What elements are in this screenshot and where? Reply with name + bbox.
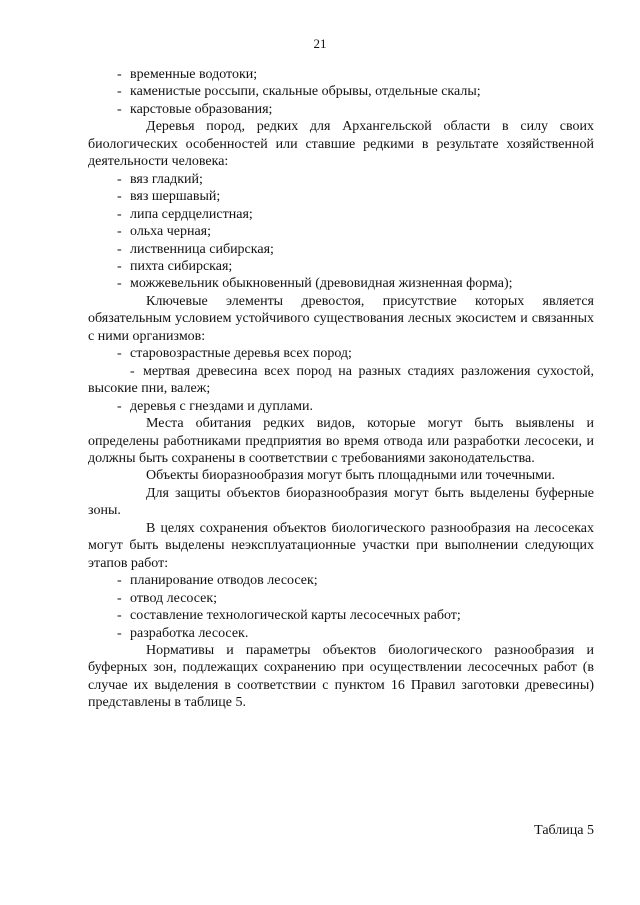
list-item (88, 572, 594, 589)
paragraph-key-elements: Ключевые элементы древостоя, присутствие которых является обязательным условием устойчивого существования лесных экосистем и связанных с ними организмов: (88, 293, 594, 344)
paragraph-norms: Нормативы и параметры объектов биологического разнообразия и буферных зон, подлежащих сохранению при осуществлении лесосечных работ (в случае их выделения в соответствии с пунктом 16 Правил заготовки древесины) представлены в таблице 5. (88, 642, 594, 711)
table-caption: Таблица 5 (534, 823, 594, 838)
list-item (88, 223, 594, 240)
list-dash: - (130, 363, 135, 379)
list-item (88, 171, 594, 188)
paragraph-habitats: Места обитания редких видов, которые могут быть выявлены и определены работниками предприятия во время отвода или разработки лесосеки, и должны быть сохранены в соответствии с требованиями законодательства. (88, 416, 594, 466)
list-dash: - (117, 276, 122, 292)
list-item (88, 590, 594, 607)
paragraph-objects: Объекты биоразнообразия могут быть площадными или точечными. (146, 468, 555, 484)
list-dash: - (117, 224, 122, 240)
list-item-text: мертвая древесина всех пород на разных стадиях разложения сухостой, высокие пни, валеж; (88, 363, 594, 397)
list-item (88, 188, 594, 205)
list-item-text: можжевельник обыкновенный (древовидная жизненная форма); (130, 276, 513, 292)
list-item (88, 66, 594, 83)
list-item (88, 258, 594, 275)
list-item (88, 363, 594, 398)
list-dash: - (117, 171, 122, 187)
list-item-text: разработка лесосек. (130, 625, 249, 641)
list-dash: - (117, 101, 122, 117)
list-item (88, 101, 594, 118)
list-dash: - (117, 590, 122, 606)
list-item-text: вяз шершавый; (130, 189, 221, 205)
list-item (88, 241, 594, 258)
list-item-text: липа сердцелистная; (130, 206, 253, 222)
list-item (88, 83, 594, 100)
list-dash: - (117, 608, 122, 624)
paragraph-conservation: В целях сохранения объектов биологического разнообразия на лесосеках могут быть выделены неэксплуатационные участки при выполнении следующих этапов работ: (88, 520, 594, 571)
list-item-text: отвод лесосек; (130, 590, 218, 606)
list-dash: - (117, 241, 122, 257)
list-item-text: составление технологической карты лесосечных работ; (130, 608, 461, 624)
list-item-text: карстовые образования; (130, 101, 273, 117)
list-item (88, 607, 594, 624)
list-item (88, 345, 594, 362)
list-dash: - (117, 67, 122, 82)
list-dash: - (117, 258, 122, 274)
list-item-text: старовозрастные деревья всех пород; (130, 346, 352, 362)
list-item-text: вяз гладкий; (130, 171, 203, 187)
list-item (88, 206, 594, 223)
list-dash: - (117, 398, 122, 414)
list-dash: - (117, 189, 122, 205)
list-item-text: временные водотоки; (130, 67, 258, 82)
list-item-text: пихта сибирская; (130, 258, 233, 274)
list-item (88, 275, 594, 292)
list-item-text: планирование отводов лесосек; (130, 573, 318, 589)
list-item (88, 625, 594, 642)
page-number: 21 (313, 36, 327, 51)
list-item-text: лиственница сибирская; (130, 241, 274, 257)
list-item (88, 398, 594, 415)
list-dash: - (117, 625, 122, 641)
list-dash: - (117, 206, 122, 222)
paragraph-rare-trees: Деревья пород, редких для Архангельской области в силу своих биологических особенностей или ставшие редкими в результате хозяйственной деятельности человека: (88, 119, 594, 170)
paragraph-buffer-zones: Для защиты объектов биоразнообразия могут быть выделены буферные зоны. (88, 485, 594, 519)
list-item-text: каменистые россыпи, скальные обрывы, отдельные скалы; (130, 84, 481, 100)
list-item-text: деревья с гнездами и дуплами. (130, 398, 313, 414)
list-dash: - (117, 346, 122, 362)
list-dash: - (117, 573, 122, 589)
list-dash: - (117, 84, 122, 100)
document-body (88, 66, 594, 712)
list-item-text: ольха черная; (130, 224, 212, 240)
